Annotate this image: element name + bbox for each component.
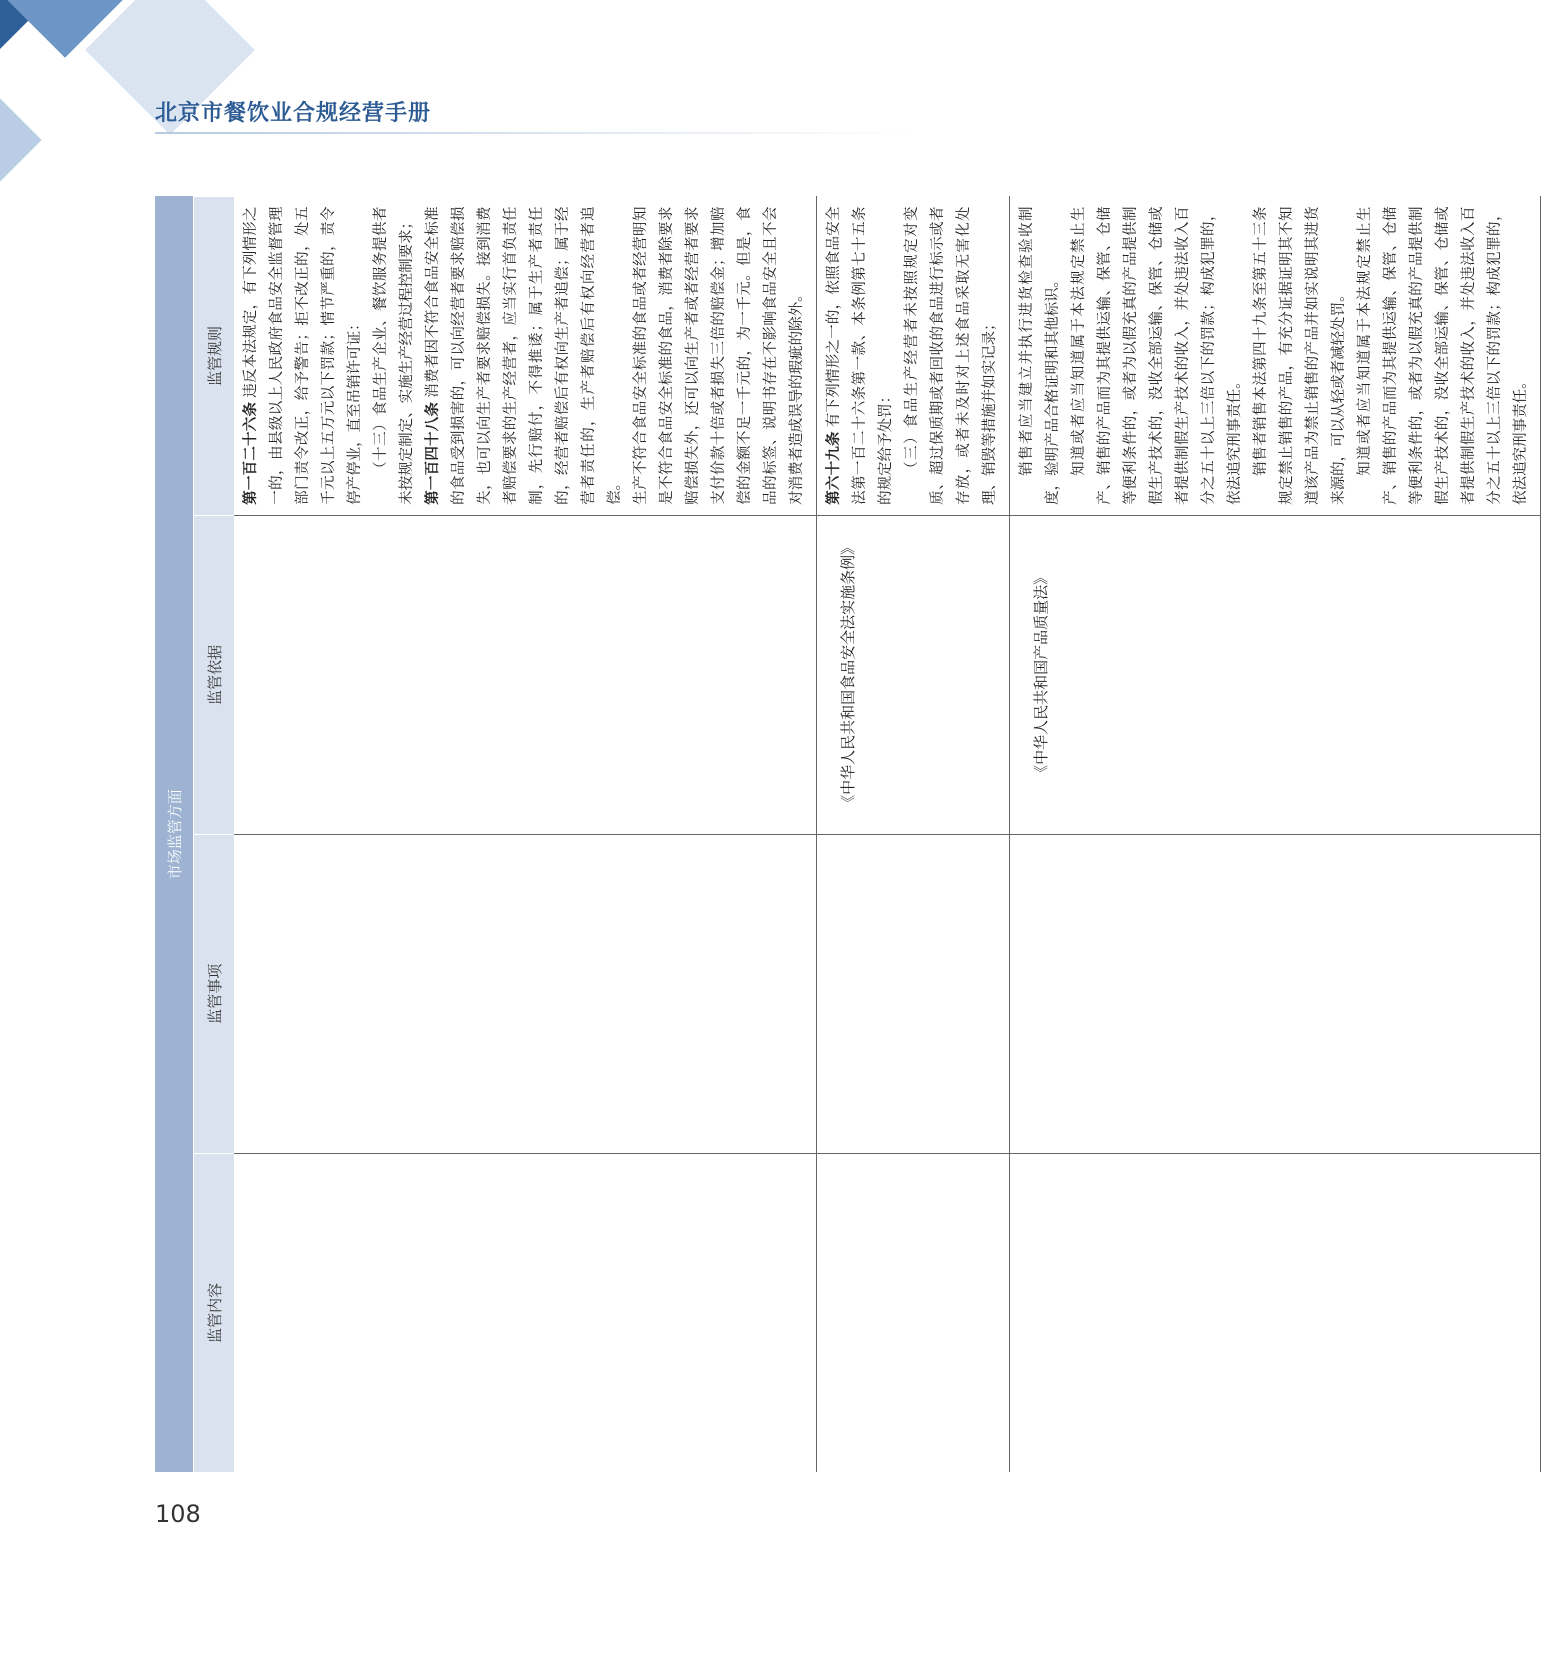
column-header: 监管内容 (194, 1153, 235, 1472)
rule-text: （三）食品生产经营者未按照规定对变质、超过保质期或者回收的食品进行标示或者存放，或者未及时对上述食品采取无害化处理、销毁等措施并如实记录； (904, 206, 998, 505)
document-title: 北京市餐饮业合规经营手册 (155, 101, 432, 126)
basis-cell: 《中华人民共和国产品质量法》 (1010, 515, 1541, 834)
rule-paragraph (1066, 207, 1248, 505)
rule-paragraph (1014, 207, 1066, 505)
decor-diamond (0, 83, 42, 196)
content-cell (234, 1153, 817, 1472)
rule-paragraph (821, 207, 899, 505)
rule-paragraph (368, 207, 420, 505)
rule-text: 生产不符合食品安全标准的食品或者经营明知是不符合食品安全标准的食品，消费者除要求赔偿损失外，还可以向生产者或者经营者要求支付价款十倍或者损失三倍的赔偿金；增加赔偿的金额不足一千元的，为一千元。但是，食品的标签、说明书存在不影响食品安全且不会对消费者造成误导的瑕疵的除外。 (633, 206, 805, 505)
article-number: 第一百二十六条 (243, 401, 259, 505)
rule-paragraph (899, 207, 1003, 505)
group-header: 市场监管方面 (155, 197, 194, 1473)
title-divider (155, 132, 915, 134)
rule-cell (234, 197, 817, 516)
rule-text: 消费者因不符合食品安全标准的食品受到损害的，可以向经营者要求赔偿损失，也可以向生产者要求赔偿损失。接到消费者赔偿要求的生产经营者，应当实行首负责任制，先行赔付，不得推诿；属于生产者责任的，经营者赔偿后有权向生产者追偿；属于经营者责任的，生产者赔偿后有权向经营者追偿。 (425, 206, 623, 505)
rule-cell (1010, 197, 1541, 516)
rule-paragraph (628, 207, 810, 505)
rule-text: （十三）食品生产企业、餐饮服务提供者未按规定制定、实施生产经营过程控制要求； (373, 206, 415, 505)
table-row (1010, 197, 1541, 1473)
rule-paragraph (238, 207, 368, 505)
item-cell (817, 834, 1010, 1153)
rotated-table-container (155, 196, 1529, 1472)
rule-text: 知道或者应当知道属于本法规定禁止生产、销售的产品而为其提供运输、保管、仓储等便利条件的，或者为以假充真的产品提供制假生产技术的，没收全部运输、保管、仓储或者提供制假生产技术的收入，并处违法收入百分之五十以上三倍以下的罚款；构成犯罪的，依法追究刑事责任。 (1357, 206, 1529, 505)
page-number: 108 (155, 1500, 201, 1528)
table-body (234, 197, 1541, 1473)
rule-text: 销售者销售本法第四十九条至第五十三条规定禁止销售的产品，有充分证据证明其不知道该产品为禁止销售的产品并如实说明其进货来源的，可以从轻或者减轻处罚。 (1253, 206, 1347, 505)
rule-text: 销售者应当建立并执行进货检查验收制度，验明产品合格证明和其他标识。 (1019, 206, 1061, 505)
rule-text: 知道或者应当知道属于本法规定禁止生产、销售的产品而为其提供运输、保管、仓储等便利条件的，或者为以假充真的产品提供制假生产技术的，没收全部运输、保管、仓储或者提供制假生产技术的收入，并处违法收入百分之五十以上三倍以下的罚款；构成犯罪的，依法追究刑事责任。 (1071, 206, 1243, 505)
article-number: 第一百四十八条 (425, 401, 441, 505)
item-cell (1010, 834, 1541, 1153)
table-row (817, 197, 1010, 1473)
rule-paragraph (420, 207, 628, 505)
column-header: 监管事项 (194, 834, 235, 1153)
corner-decoration (0, 0, 360, 170)
regulation-table (155, 196, 1541, 1472)
table-row (234, 197, 817, 1473)
item-cell (234, 834, 817, 1153)
column-header: 监管规则 (194, 197, 235, 516)
basis-cell: 《中华人民共和国食品安全法实施条例》 (817, 515, 1010, 834)
rule-cell (817, 197, 1010, 516)
rule-paragraph (1352, 207, 1534, 505)
column-header: 监管依据 (194, 515, 235, 834)
basis-cell (234, 515, 817, 834)
article-number: 第六十九条 (826, 431, 842, 505)
content-cell (1010, 1153, 1541, 1472)
rule-text: 违反本法规定，有下列情形之一的，由县级以上人民政府食品安全监督管理部门责令改正，给予警告；拒不改正的，处五千元以上五万元以下罚款；情节严重的，责令停产停业，直至吊销许可证： (243, 206, 363, 505)
content-cell (817, 1153, 1010, 1472)
rule-paragraph (1248, 207, 1352, 505)
rule-text: 有下列情形之一的，依照食品安全法第一百二十六条第一款、本条例第七十五条的规定给予处罚： (826, 206, 894, 505)
